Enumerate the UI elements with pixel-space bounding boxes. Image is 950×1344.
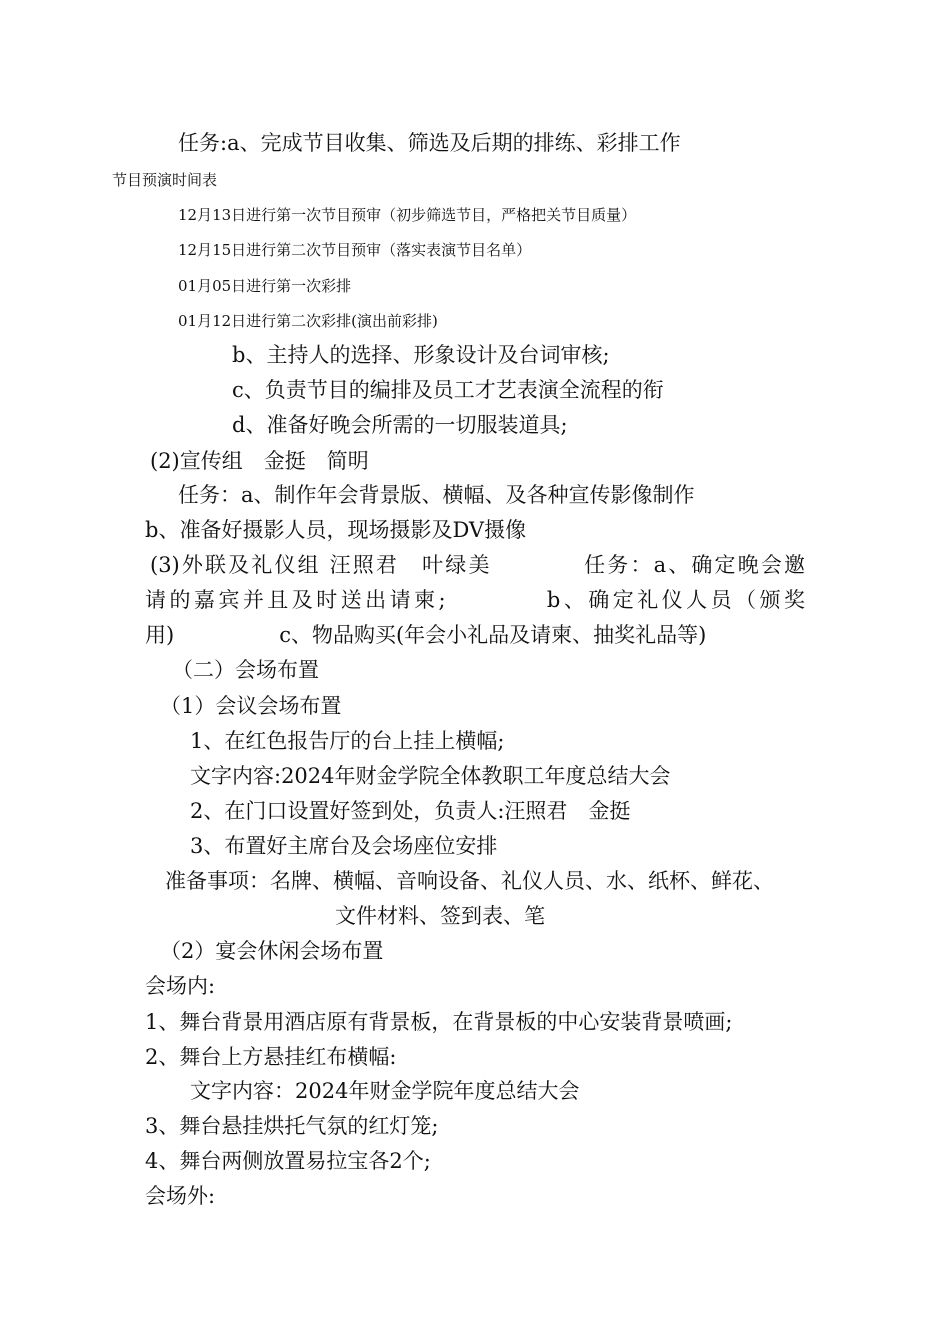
schedule-item-2: 12月15日进行第二次节目预审（落实表演节目名单） <box>178 241 532 259</box>
schedule-item-1: 12月13日进行第一次节目预审（初步筛选节目，严格把关节目质量） <box>178 206 637 224</box>
banner-text-2: 文字内容：2024年财金学院年度总结大会 <box>190 1079 580 1103</box>
task-c-line: c、负责节目的编排及员工才艺表演全流程的衔 <box>232 378 664 402</box>
meeting-item-3: 3、布置好主席台及会场座位安排 <box>190 834 498 858</box>
banquet-item-4: 4、舞台两侧放置易拉宝各2个; <box>145 1149 431 1173</box>
outside-venue-label: 会场外: <box>145 1184 216 1208</box>
schedule-title: 节目预演时间表 <box>112 171 218 189</box>
liaison-task-line: 请的嘉宾并且及时送出请柬; b、确定礼仪人员（颁奖 <box>145 588 805 612</box>
preparation-items-cont: 文件材料、签到表、笔 <box>335 904 545 928</box>
banquet-item-1: 1、舞台背景用酒店原有背景板，在背景板的中心安装背景喷画; <box>145 1010 733 1034</box>
venue-section-heading: （二）会场布置 <box>172 658 319 682</box>
banquet-item-3: 3、舞台悬挂烘托气氛的红灯笼; <box>145 1114 439 1138</box>
publicity-task-b: b、准备好摄影人员，现场摄影及DV摄像 <box>145 518 527 542</box>
task-b-line: b、主持人的选择、形象设计及台词审核; <box>232 343 610 367</box>
liaison-group-heading: (3)外联及礼仪组 汪照君 叶绿美 任务：a、确定晚会邀 <box>150 553 805 577</box>
banner-text-1: 文字内容:2024年财金学院全体教职工年度总结大会 <box>190 764 671 788</box>
inside-venue-label: 会场内: <box>145 974 216 998</box>
liaison-task-c: 用) c、物品购买(年会小礼品及请柬、抽奖礼品等) <box>145 623 707 647</box>
preparation-items: 准备事项：名牌、横幅、音响设备、礼仪人员、水、纸杯、鲜花、 <box>165 869 774 893</box>
schedule-item-3: 01月05日进行第一次彩排 <box>178 277 352 295</box>
meeting-item-1: 1、在红色报告厅的台上挂上横幅; <box>190 729 505 753</box>
publicity-task-a: 任务：a、制作年会背景版、横幅、及各种宣传影像制作 <box>178 483 695 507</box>
banquet-item-2: 2、舞台上方悬挂红布横幅: <box>145 1045 397 1069</box>
schedule-item-4: 01月12日进行第二次彩排(演出前彩排) <box>178 312 438 330</box>
meeting-item-2: 2、在门口设置好签到处，负责人:汪照君 金挺 <box>190 799 631 823</box>
banquet-venue-heading: （2）宴会休闲会场布置 <box>160 939 384 963</box>
task-d-line: d、准备好晚会所需的一切服装道具; <box>232 413 568 437</box>
task-a-line: 任务:a、完成节目收集、筛选及后期的排练、彩排工作 <box>178 131 681 155</box>
publicity-group-heading: (2)宣传组 金挺 简明 <box>150 449 369 473</box>
meeting-venue-heading: （1）会议会场布置 <box>160 694 342 718</box>
